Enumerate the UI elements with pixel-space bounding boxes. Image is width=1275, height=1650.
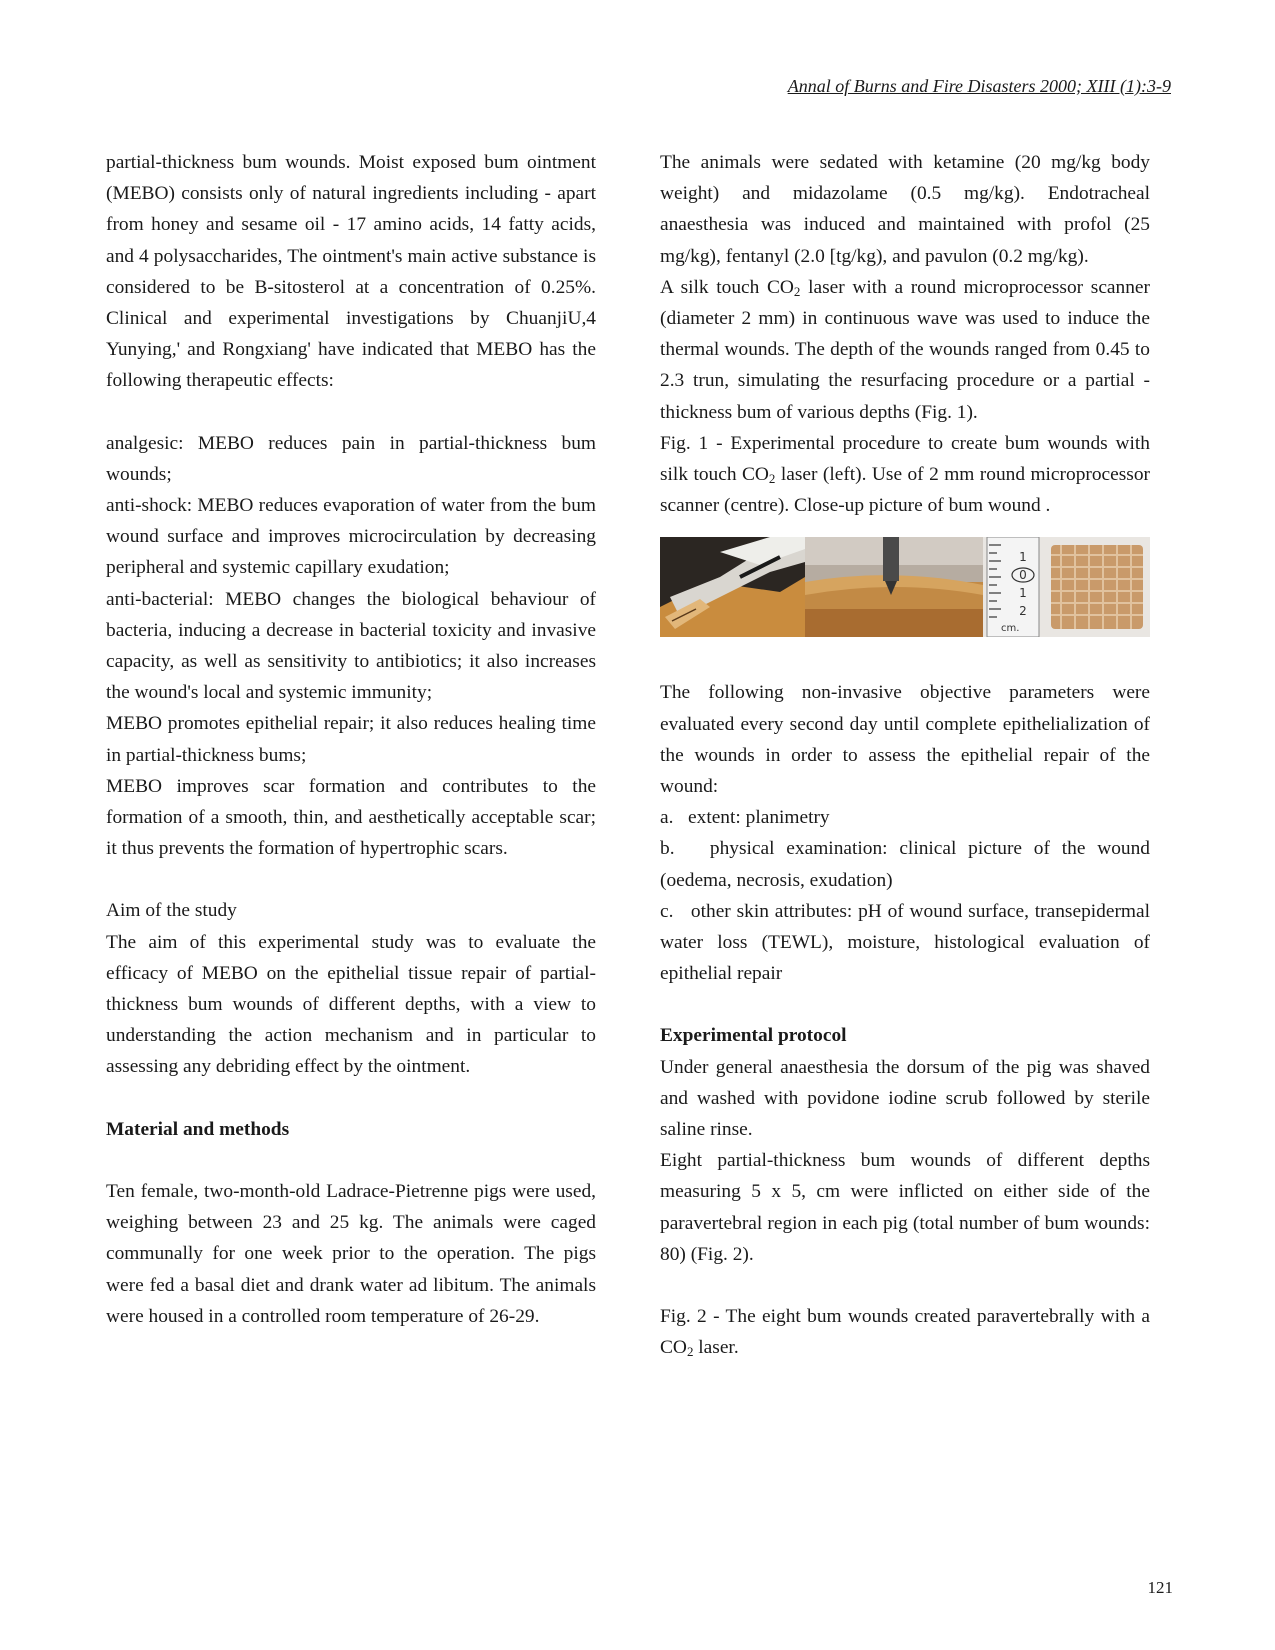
laser-procedure-photo — [660, 537, 805, 637]
protocol-paragraph-1: Under general anaesthesia the dorsum of the pig was shaved and washed with povidone iodine scrub followed by sterile saline rinse. — [660, 1056, 1150, 1141]
scanner-photo — [805, 537, 983, 637]
effect-analgesic: analgesic: MEBO reduces pain in partial-thickness bum wounds; — [106, 432, 596, 485]
anaesthesia-paragraph: The animals were sedated with ketamine (20 mg/kg body weight) and midazolame (0.5 mg/kg). Endotracheal anaesthesia was induced and maintained with profol (25 mg/kg), fentanyl (2.0 [tg/kg), and pavulon (0.2 mg/kg). — [660, 152, 1150, 267]
aim-paragraph: The aim of this experimental study was to evaluate the efficacy of MEBO on the epithelial tissue repair of partial-thickness bum wounds of different depths, with a view to understanding the action mechanism and in particular to assessing any debriding effect by the ointment. — [106, 931, 596, 1078]
aim-heading: Aim of the study — [106, 900, 237, 922]
effect-anti-shock: anti-shock: MEBO reduces evaporation of water from the bum wound surface and improves microcirculation by decreasing peripheral and systemic capillary exudation; — [106, 495, 596, 579]
effect-scar-formation: MEBO improves scar formation and contributes to the formation of a smooth, thin, and aesthetically acceptable scar; it thus prevents the formation of hypertrophic scars. — [106, 775, 596, 860]
ruler-and-wound-photo — [983, 537, 1150, 637]
right-column — [660, 147, 1150, 1364]
intro-paragraph: partial-thickness bum wounds. Moist exposed bum ointment (MEBO) consists only of natural ingredients including - apart from honey and sesame oil - 17 amino acids, 14 fatty acids, and 4 polysaccharides, The ointment's main active substance is considered to be B-sitosterol at a concentration of 0.25%. Clinical and experimental investigations by ChuanjiU,4 Yunying,' and Rongxiang' have indicated that MEBO has the following therapeutic effects: — [106, 152, 596, 392]
page-number: 121 — [1147, 1578, 1173, 1597]
left-column — [106, 147, 596, 1332]
laser-paragraph: A silk touch $CO_2$ laser with a round microprocessor scanner (diameter 2 mm) in continuous wave was used to induce the thermal wounds. The depth of the wounds ranged from 0.45 to 2.3 trun, simulating the resurfacing procedure or a partial -thickness bum of various depths (Fig. 1). — [660, 276, 1150, 423]
svg-text:cm.: cm. — [1001, 623, 1020, 635]
svg-text:1: 1 — [1019, 550, 1027, 565]
svg-text:2: 2 — [1019, 604, 1027, 619]
methods-paragraph: Ten female, two-month-old Ladrace-Pietrenne pigs were used, weighing between 23 and 25 kg. The animals were caged communally for one week prior to the operation. The pigs were fed a basal diet and drank water ad libitum. The animals were housed in a controlled room temperature of 26-29. — [106, 1180, 596, 1327]
figure-1-image — [660, 537, 1150, 637]
svg-text:1: 1 — [1019, 586, 1027, 601]
protocol-heading: Experimental protocol — [660, 1025, 847, 1047]
effect-epithelial-repair: MEBO promotes epithelial repair; it also reduces healing time in partial-thickness bums; — [106, 713, 596, 766]
svg-text:0: 0 — [1019, 568, 1027, 583]
journal-header: Annal of Burns and Fire Disasters 2000; XIII (1):3-9 — [787, 76, 1171, 96]
parameter-b: b. physical examination: clinical picture of the wound (oedema, necrosis, exudation) — [660, 838, 1150, 891]
effect-anti-bacterial: anti-bacterial: MEBO changes the biological behaviour of bacteria, inducing a decrease in bacterial toxicity and invasive capacity, as well as sensitivity to antibiotics; it also increases the wound's local and systemic immunity; — [106, 588, 596, 704]
parameters-intro: The following non-invasive objective parameters were evaluated every second day until complete epithelialization of the wounds in order to assess the epithelial repair of the wound: — [660, 682, 1150, 798]
parameter-c: c. other skin attributes: pH of wound surface, transepidermal water loss (TEWL), moisture, histological evaluation of epithelial repair — [660, 900, 1150, 985]
figure-2-caption: Fig. 2 - The eight bum wounds created paravertebrally with a $CO_2$ laser. — [660, 1306, 1150, 1360]
methods-heading: Material and methods — [106, 1118, 290, 1140]
protocol-paragraph-2: Eight partial-thickness bum wounds of different depths measuring 5 x 5, cm were inflicted on either side of the paravertebral region in each pig (total number of bum wounds: 80) (Fig. 2). — [660, 1150, 1150, 1265]
figure-1-caption: Fig. 1 - Experimental procedure to create bum wounds with silk touch $CO_2$ laser (left). Use of 2 mm round microprocessor scanner (centre). Close-up picture of bum wound . — [660, 432, 1150, 517]
parameter-a: a. extent: planimetry — [660, 807, 830, 829]
